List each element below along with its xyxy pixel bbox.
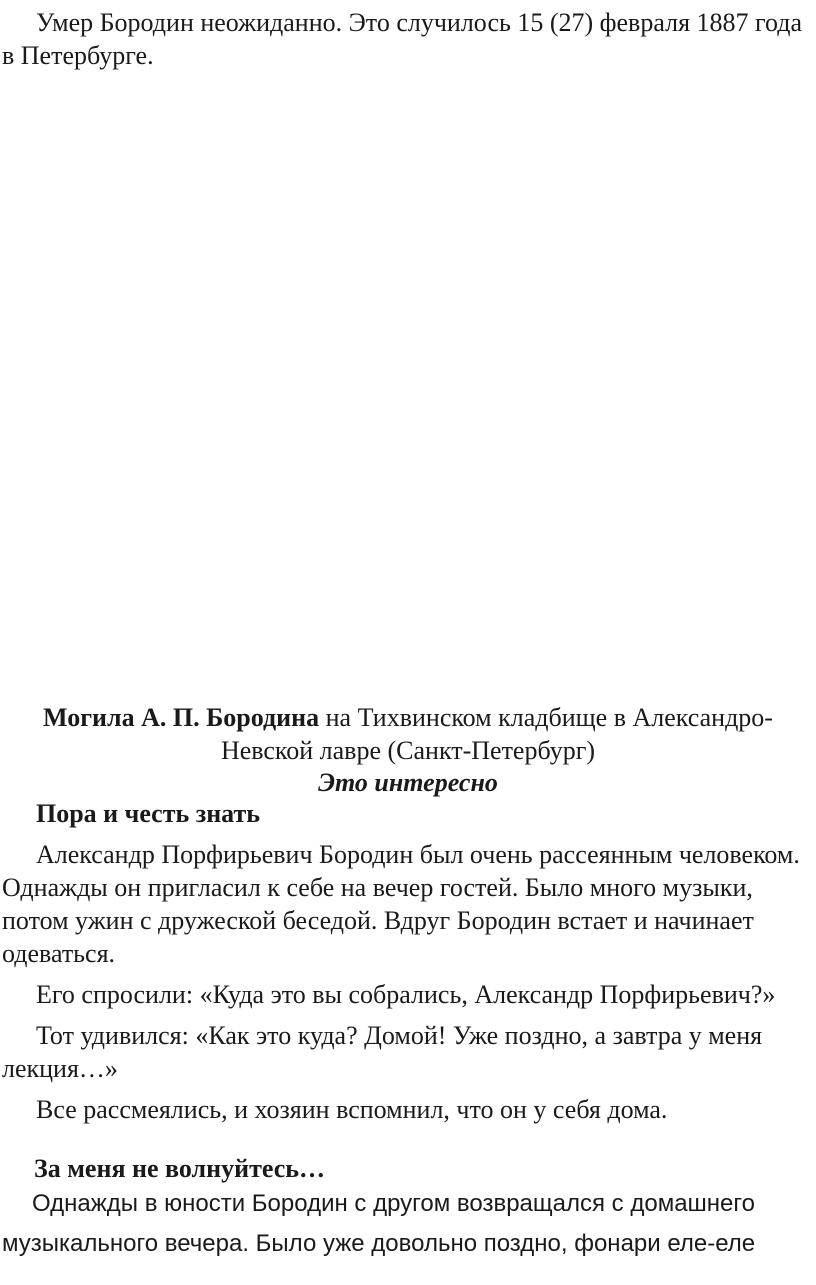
grave-image-area <box>0 80 816 695</box>
story-title-1: Пора и честь знать <box>36 799 261 828</box>
story1-paragraph: Все рассмеялись, и хозяин вспомнил, что он у себя дома. <box>36 1095 668 1124</box>
story-body-1 <box>2 838 810 1134</box>
story1-paragraph: Тот удивился: «Как это куда? Домой! Уже поздно, а завтра у меня лекция…» <box>2 1021 763 1083</box>
story2-paragraph: Однажды в юности Бородин с другом возвращался с домашнего музыкального вечера. Было уже довольно поздно, фонари еле-еле <box>2 1190 756 1257</box>
caption-rest: на Тихвинском кладбище в Александро-Невской лавре (Санкт-Петербург) <box>220 703 773 765</box>
story-title-2: За меня не волнуйтесь… <box>34 1154 326 1183</box>
image-caption <box>0 701 816 767</box>
section-label: Это интересно <box>318 768 498 797</box>
story1-paragraph: Его спросили: «Куда это вы собрались, Александр Порфирьевич?» <box>36 980 776 1009</box>
intro-paragraph: Умер Бородин неожиданно. Это случилось 15 (27) февраля 1887 года в Петербурге. <box>2 8 803 70</box>
story1-paragraph: Александр Порфирьевич Бородин был очень рассеянным человеком. Однажды он пригласил к себе на вечер гостей. Было много музыки, потом ужин с дружеской беседой. Вдруг Бородин встает и начинает одеваться. <box>2 840 800 968</box>
caption-bold: Могила А. П. Бородина <box>43 703 320 732</box>
